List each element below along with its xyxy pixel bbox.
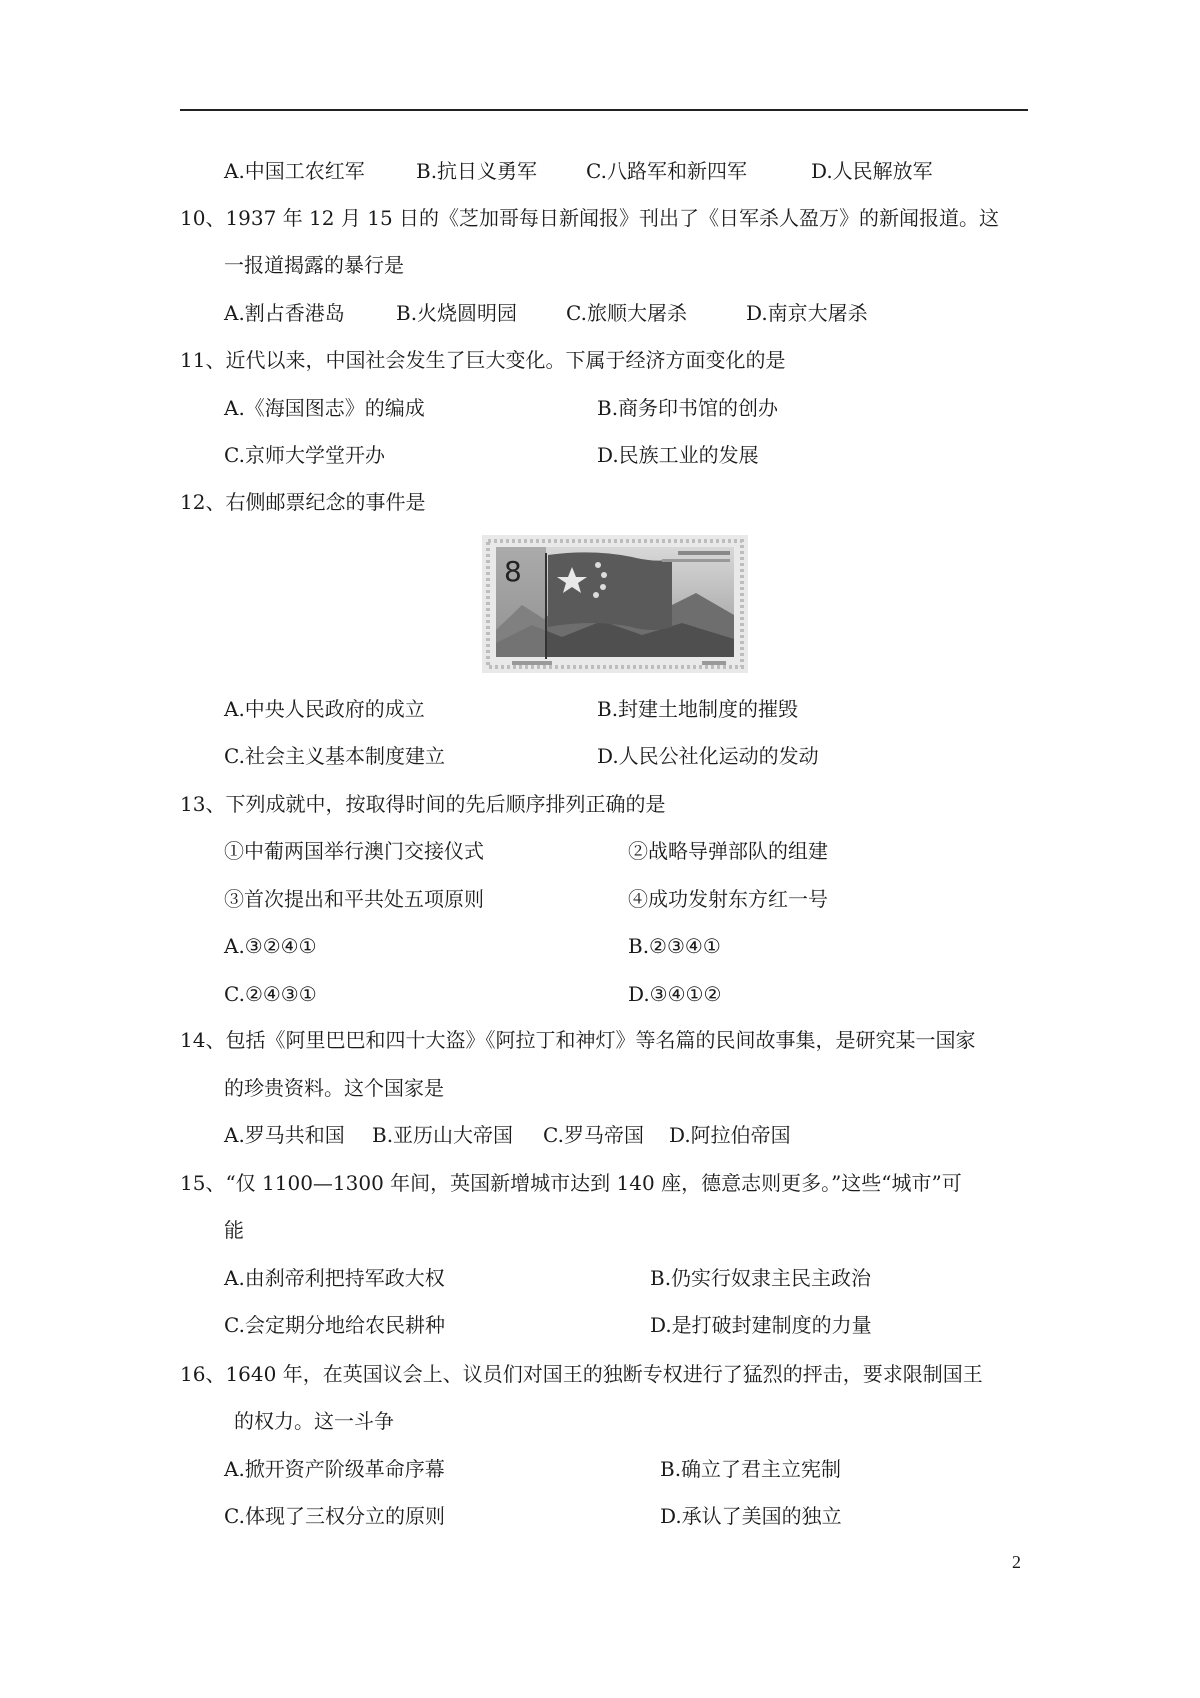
q12-option-b: B.封建土地制度的摧毁: [597, 697, 799, 721]
q9-option-b: B.抗日义勇军: [416, 159, 538, 183]
q13-item-3: ③首次提出和平共处五项原则: [224, 887, 484, 911]
stamp-denomination: 8: [504, 555, 522, 588]
q15-option-c: C.会定期分地给农民耕种: [224, 1313, 445, 1337]
q16-stem-line1: 16、1640 年，在英国议会上、议员们对国王的独断专权进行了猛烈的抨击，要求限制国王: [180, 1362, 983, 1386]
q13-stem: 13、下列成就中，按取得时间的先后顺序排列正确的是: [180, 792, 666, 816]
q10-stem-line2: 一报道揭露的暴行是: [224, 253, 404, 277]
q13-option-b: B.②③④①: [628, 934, 721, 958]
q13-item-1: ①中葡两国举行澳门交接仪式: [224, 839, 484, 863]
q10-stem-line1: 10、1937 年 12 月 15 日的《芝加哥每日新闻报》刊出了《日军杀人盈万》的新闻报道。这: [180, 206, 1000, 230]
q15-stem-line1: 15、“仅 1100—1300 年间，英国新增城市达到 140 座，德意志则更多。”这些“城市”可: [180, 1171, 962, 1195]
q10-option-a: A.割占香港岛: [224, 301, 345, 325]
q16-option-c: C.体现了三权分立的原则: [224, 1504, 445, 1528]
q14-stem-line2: 的珍贵资料。这个国家是: [224, 1076, 444, 1100]
q9-option-a: A.中国工农红军: [224, 159, 365, 183]
q15-option-b: B.仍实行奴隶主民主政治: [650, 1266, 872, 1290]
q10-option-c: C.旅顺大屠杀: [566, 301, 687, 325]
q16-option-d: D.承认了美国的独立: [660, 1504, 842, 1528]
q15-stem-line2: 能: [224, 1218, 244, 1242]
q11-option-c: C.京师大学堂开办: [224, 443, 385, 467]
q14-option-b: B.亚历山大帝国: [372, 1123, 514, 1147]
q12-option-c: C.社会主义基本制度建立: [224, 744, 445, 768]
header-rule: [180, 109, 1028, 111]
q11-option-a: A.《海国图志》的编成: [224, 396, 425, 420]
q14-option-c: C.罗马帝国: [543, 1123, 644, 1147]
q10-option-d: D.南京大屠杀: [746, 301, 868, 325]
q16-stem-line2: 的权力。这一斗争: [234, 1409, 394, 1433]
q9-option-c: C.八路军和新四军: [586, 159, 747, 183]
q9-option-d: D.人民解放军: [811, 159, 933, 183]
q10-option-b: B.火烧圆明园: [396, 301, 518, 325]
q12-option-a: A.中央人民政府的成立: [224, 697, 425, 721]
q15-option-d: D.是打破封建制度的力量: [650, 1313, 872, 1337]
page-number: 2: [1012, 1552, 1021, 1572]
q12-stem: 12、右侧邮票纪念的事件是: [180, 490, 426, 514]
q16-option-a: A.掀开资产阶级革命序幕: [224, 1457, 445, 1481]
q13-option-d: D.③④①②: [628, 982, 722, 1006]
q14-option-a: A.罗马共和国: [224, 1123, 345, 1147]
q14-stem-line1: 14、包括《阿里巴巴和四十大盗》《阿拉丁和神灯》等名篇的民间故事集，是研究某一国家: [180, 1028, 976, 1052]
q13-item-2: ②战略导弹部队的组建: [628, 839, 828, 863]
q16-option-b: B.确立了君主立宪制: [660, 1457, 842, 1481]
stamp-image: [482, 535, 748, 673]
q11-option-b: B.商务印书馆的创办: [597, 396, 779, 420]
q11-option-d: D.民族工业的发展: [597, 443, 759, 467]
q14-option-d: D.阿拉伯帝国: [669, 1123, 791, 1147]
q13-option-a: A.③②④①: [224, 934, 317, 958]
q11-stem: 11、近代以来，中国社会发生了巨大变化。下属于经济方面变化的是: [180, 348, 786, 372]
q15-option-a: A.由刹帝利把持军政大权: [224, 1266, 445, 1290]
q13-item-4: ④成功发射东方红一号: [628, 887, 828, 911]
q12-option-d: D.人民公社化运动的发动: [597, 744, 819, 768]
q13-option-c: C.②④③①: [224, 982, 317, 1006]
